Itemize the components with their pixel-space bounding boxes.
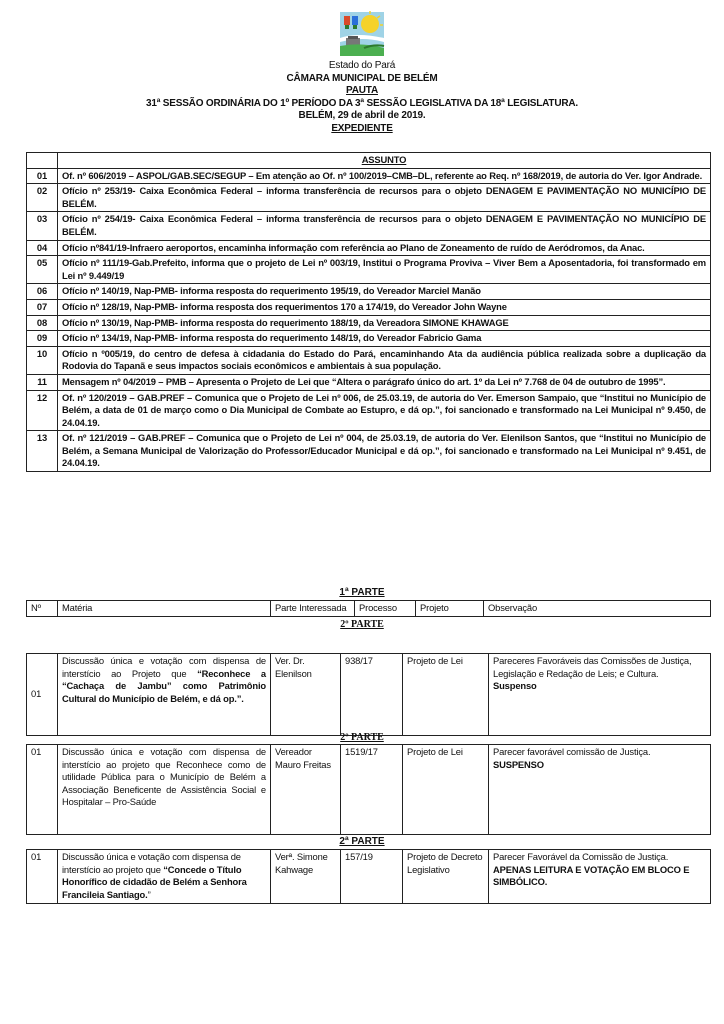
table-row [27, 240, 711, 256]
document-header [0, 8, 724, 135]
parte-interessada: Verª. Simone Kahwage [271, 850, 341, 904]
row-text: Ofício nº 130/19, Nap-PMB- informa resposta do requerimento 188/19, da Vereadora SIMONE KHAWAGE [58, 315, 711, 331]
row-number: 08 [27, 315, 58, 331]
col-parte-interessada: Parte Interessada [271, 601, 355, 617]
row-text: Of. nº 120/2019 – GAB.PREF – Comunica que o Projeto de Lei nº 006, de 25.03.19, de autoria do Ver. Emerson Sampaio, que “Institui no Município de Belém, a data de 01 de março como o Dia Municipal de Combate ao Estupro, e dá op.”, foi sancionado e transformado na Lei Municipal nº 9.450, de 24.04.19. [58, 390, 711, 431]
num-header-cell [27, 153, 58, 169]
parte-interessada: Ver. Dr. Elenilson [271, 654, 341, 736]
row-text: Ofício nº 253/19- Caixa Econômica Federal – informa transferência de recursos para o objeto DENAGEM E PAVIMENTAÇÃO NO MUNICÍPIO DE BELÉM. [58, 184, 711, 212]
row-text: Ofício nº 128/19, Nap-PMB- informa resposta dos requerimentos 170 a 174/19, do Vereador John Wayne [58, 299, 711, 315]
processo: 157/19 [341, 850, 403, 904]
section-segunda-parte-1: 2º PARTE [340, 619, 384, 630]
session-title: 31ª SESSÃO ORDINÁRIA DO 1º PERÍODO DA 3ª SESSÃO LEGISLATIVA DA 18ª LEGISLATURA. [146, 97, 578, 109]
projeto: Projeto de Decreto Legislativo [403, 850, 489, 904]
row-text: Ofício nº 140/19, Nap-PMB- informa resposta do requerimento 195/19, do Vereador Marciel Manão [58, 284, 711, 300]
row-number: 11 [27, 374, 58, 390]
row-number: 03 [27, 212, 58, 240]
columns-header-row [27, 601, 711, 617]
table-row [27, 745, 711, 835]
materia-text: Discussão única e votação com dispensa de interstício ao projeto que [62, 851, 241, 875]
col-projeto: Projeto [416, 601, 484, 617]
institution-name: CÂMARA MUNICIPAL DE BELÉM [286, 72, 438, 84]
item-number: 01 [27, 745, 58, 835]
row-number: 07 [27, 299, 58, 315]
section-expediente: EXPEDIENTE [331, 122, 393, 134]
primeira-parte-header-table [26, 600, 711, 617]
item-number: 01 [27, 654, 58, 736]
row-number: 01 [27, 168, 58, 184]
row-text: Mensagem nº 04/2019 – PMB – Apresenta o Projeto de Lei que “Altera o parágrafo único do art. 1º da Lei nº 7.768 de 04 de outubro de 1995”. [58, 374, 711, 390]
status-text: Suspenso [493, 680, 537, 692]
status-text: APENAS LEITURA E VOTAÇÃO EM BLOCO E SIMBÓLICO. [493, 863, 690, 888]
table-row [27, 654, 711, 736]
materia-cell [58, 745, 271, 835]
col-num: Nº [27, 601, 58, 617]
table-row [27, 284, 711, 300]
status-text: SUSPENSO [493, 758, 544, 770]
observacao: Parecer Favorável da Comissão de Justiça. [493, 851, 669, 862]
projeto: Projeto de Lei [403, 654, 489, 736]
table-row [27, 331, 711, 347]
table-row [27, 256, 711, 284]
table-row [27, 431, 711, 472]
parte-interessada: Vereador Mauro Freitas [271, 745, 341, 835]
row-number: 12 [27, 390, 58, 431]
table-row [27, 850, 711, 904]
expediente-table [26, 152, 711, 472]
section-segunda-parte-2: 2º PARTE [340, 732, 384, 743]
row-number: 05 [27, 256, 58, 284]
materia-closing-quote: ” [147, 888, 151, 900]
table-row [27, 212, 711, 240]
row-number: 06 [27, 284, 58, 300]
row-number: 10 [27, 346, 58, 374]
document-type: PAUTA [346, 85, 378, 96]
segunda-parte-table-3 [26, 849, 711, 904]
materia-cell [58, 654, 271, 736]
observacao: Pareceres Favoráveis das Comissões de Justiça, Legislação e Redação de Leis; e Cultura. [493, 655, 692, 679]
table-row [27, 168, 711, 184]
row-text: Ofício nº841/19-Infraero aeroportos, encaminha informação com referência ao Plano de Zoneamento de ruído de Aeródromos, da Anac. [58, 240, 711, 256]
materia-cell [58, 850, 271, 904]
table-row [27, 374, 711, 390]
expediente-header-row [27, 153, 711, 169]
projeto: Projeto de Lei [403, 745, 489, 835]
processo: 938/17 [341, 654, 403, 736]
segunda-parte-table-1 [26, 653, 711, 736]
materia-bold-text: “Concede o Título Honorífico de cidadão de Belém a Senhora Francileia Santiago. [62, 863, 247, 900]
row-number: 02 [27, 184, 58, 212]
section-segunda-parte-3: 2ª PARTE [339, 836, 385, 847]
observacao: Parecer favorável comissão de Justiça. [493, 746, 651, 757]
materia-bold-text: “Reconhece a “Cachaça de Jambu” como Patrimônio Cultural do Município de Belém, e dá op.”. [62, 667, 266, 704]
observacao-cell [489, 745, 711, 835]
assunto-header: ASSUNTO [58, 153, 711, 169]
table-row [27, 346, 711, 374]
state-name: Estado do Pará [328, 60, 396, 71]
materia-text: Discussão única e votação com dispensa de interstício ao projeto que Reconhece como de utilidade Pública para o Município de Belém a Associação Beneficente de Assistência Social e Hospitalar – Pro-Saúde [62, 746, 266, 808]
observacao-cell [489, 850, 711, 904]
processo: 1519/17 [341, 745, 403, 835]
observacao-cell [489, 654, 711, 736]
item-number: 01 [27, 850, 58, 904]
table-row [27, 184, 711, 212]
table-row [27, 390, 711, 431]
materia-text: Discussão única e votação com dispensa de interstício ao Projeto que [62, 655, 266, 679]
row-number: 13 [27, 431, 58, 472]
col-processo: Processo [355, 601, 416, 617]
row-text: Ofício nº 134/19, Nap-PMB- informa resposta do requerimento 148/19, do Vereador Fabricio Gama [58, 331, 711, 347]
col-materia: Matéria [58, 601, 271, 617]
row-text: Of. nº 606/2019 – ASPOL/GAB.SEC/SEGUP – Em atenção ao Of. nº 100/2019–CMB–DL, referente ao Req. nº 168/2019, de autoria do Ver. Igor Andrade. [58, 168, 711, 184]
row-text: Of. nº 121/2019 – GAB.PREF – Comunica que o Projeto de Lei nº 004, de 25.03.19, de autoria do Ver. Elenilson Santos, que “Institui no Município de Belém, a Semana Municipal de Valorização do Professor/Educador Municipal e dá op.”, foi sancionado e transformado na Lei Municipal nº 9.451, de 24.04.19. [58, 431, 711, 472]
row-number: 09 [27, 331, 58, 347]
segunda-parte-table-2 [26, 744, 711, 835]
row-text: Ofício nº 254/19- Caixa Econômica Federal – informa transferência de recursos para o objeto DENAGEM E PAVIMENTAÇÃO NO MUNICÍPIO DE BELÉM. [58, 212, 711, 240]
session-date: BELÉM, 29 de abril de 2019. [298, 110, 426, 121]
col-observacao: Observação [484, 601, 711, 617]
table-row [27, 299, 711, 315]
table-row [27, 315, 711, 331]
section-primeira-parte: 1ª PARTE [339, 587, 385, 598]
row-text: Ofício nº 111/19-Gab.Prefeito, informa que o projeto de Lei nº 003/19, Institui o Programa Proviva – Viver Bem a Aposentadoria, foi transformado em Lei nº 9.449/19 [58, 256, 711, 284]
camara-emblem-logo [336, 8, 388, 60]
row-number: 04 [27, 240, 58, 256]
row-text: Ofício n º005/19, do centro de defesa à cidadania do Estado do Pará, encaminhando Ata da audiência pública realizada sobre a duplicação da Rodovia do Tapanã e seus impactos sociais econômicos e ambientais à sua população. [58, 346, 711, 374]
